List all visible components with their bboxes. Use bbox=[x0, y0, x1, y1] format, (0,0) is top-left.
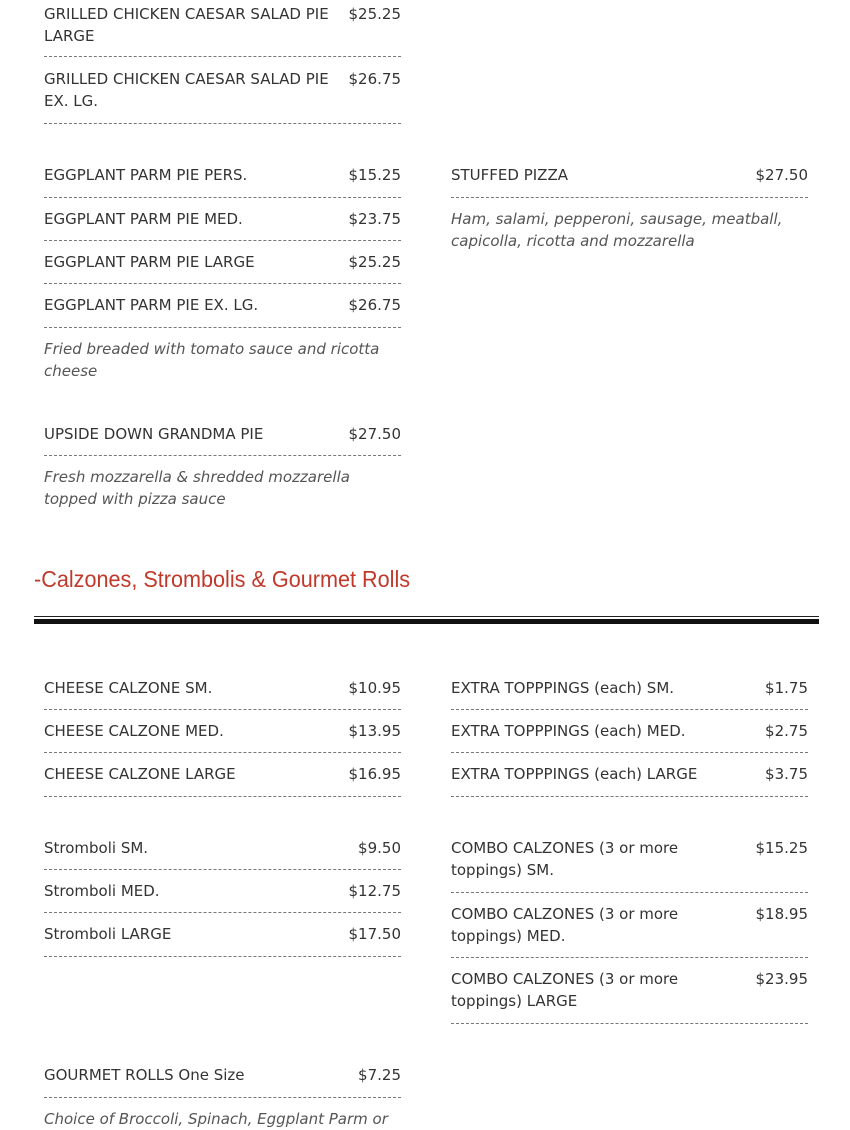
item-price: $26.75 bbox=[348, 70, 401, 88]
item-description: Choice of Broccoli, Spinach, Eggplant Parm or bbox=[44, 1110, 388, 1128]
item-price: $15.25 bbox=[348, 166, 401, 184]
stuffed-pizza-group bbox=[451, 164, 808, 252]
item-name: EXTRA TOPPPINGS (each) MED. bbox=[451, 722, 686, 740]
menu-item bbox=[451, 958, 808, 1024]
grandma-pie-group bbox=[44, 423, 401, 510]
item-price: $27.50 bbox=[348, 425, 401, 443]
item-price: $7.25 bbox=[358, 1066, 401, 1084]
menu-item bbox=[44, 913, 401, 957]
section-divider bbox=[34, 616, 819, 617]
item-price: $16.95 bbox=[348, 765, 401, 783]
section-divider bbox=[34, 619, 819, 624]
menu-item bbox=[44, 677, 401, 710]
item-name: GRILLED CHICKEN CAESAR SALAD PIE LARGE bbox=[44, 5, 329, 45]
item-name: GOURMET ROLLS One Size bbox=[44, 1066, 245, 1084]
menu-item bbox=[44, 1064, 401, 1098]
item-price: $10.95 bbox=[348, 679, 401, 697]
menu-item bbox=[451, 837, 808, 893]
item-price: $12.75 bbox=[348, 882, 401, 900]
item-name: GRILLED CHICKEN CAESAR SALAD PIE EX. LG. bbox=[44, 70, 329, 110]
item-name: CHEESE CALZONE MED. bbox=[44, 722, 224, 740]
item-name: EGGPLANT PARM PIE LARGE bbox=[44, 253, 255, 271]
section-title: -Calzones, Strombolis & Gourmet Rolls bbox=[34, 566, 411, 592]
item-description: Fried breaded with tomato sauce and ricotta cheese bbox=[44, 340, 380, 380]
item-name: EXTRA TOPPPINGS (each) SM. bbox=[451, 679, 675, 697]
item-name: EXTRA TOPPPINGS (each) LARGE bbox=[451, 765, 698, 783]
item-price: $1.75 bbox=[765, 679, 808, 697]
menu-item bbox=[451, 677, 808, 710]
item-price: $18.95 bbox=[755, 905, 808, 923]
caesar-pie-group bbox=[44, 3, 401, 124]
item-description: Ham, salami, pepperoni, sausage, meatball, capicolla, ricotta and mozzarella bbox=[451, 210, 783, 250]
menu-item bbox=[44, 284, 401, 328]
menu-item bbox=[44, 870, 401, 913]
item-price: $25.25 bbox=[348, 253, 401, 271]
item-price: $13.95 bbox=[348, 722, 401, 740]
item-name: CHEESE CALZONE LARGE bbox=[44, 765, 236, 783]
menu-item bbox=[451, 893, 808, 958]
menu-item bbox=[44, 241, 401, 284]
gourmet-rolls-group bbox=[44, 1064, 401, 1130]
cheese-calzone-group bbox=[44, 677, 401, 797]
item-name: EGGPLANT PARM PIE EX. LG. bbox=[44, 296, 259, 314]
item-price: $25.25 bbox=[348, 5, 401, 23]
menu-item bbox=[44, 3, 401, 57]
menu-item bbox=[44, 753, 401, 797]
item-name: Stromboli SM. bbox=[44, 839, 149, 857]
menu-item bbox=[451, 753, 808, 797]
item-name: COMBO CALZONES (3 or more toppings) SM. bbox=[451, 839, 679, 879]
menu-item bbox=[451, 164, 808, 198]
menu-item bbox=[44, 837, 401, 870]
extra-toppings-group bbox=[451, 677, 808, 797]
item-name: CHEESE CALZONE SM. bbox=[44, 679, 213, 697]
item-price: $27.50 bbox=[755, 166, 808, 184]
item-description: Fresh mozzarella & shredded mozzarella topped with pizza sauce bbox=[44, 468, 350, 508]
menu-item bbox=[44, 198, 401, 241]
combo-calzones-group bbox=[451, 837, 808, 1024]
eggplant-parm-group bbox=[44, 164, 401, 382]
item-price: $15.25 bbox=[755, 839, 808, 857]
menu-item bbox=[44, 164, 401, 198]
item-name: STUFFED PIZZA bbox=[451, 166, 568, 184]
stromboli-group bbox=[44, 837, 401, 957]
menu-item bbox=[451, 710, 808, 753]
item-name: Stromboli LARGE bbox=[44, 925, 172, 943]
item-price: $17.50 bbox=[348, 925, 401, 943]
item-price: $23.75 bbox=[348, 210, 401, 228]
item-name: EGGPLANT PARM PIE MED. bbox=[44, 210, 243, 228]
item-name: UPSIDE DOWN GRANDMA PIE bbox=[44, 425, 264, 443]
item-name: COMBO CALZONES (3 or more toppings) LARGE bbox=[451, 970, 679, 1010]
menu-item bbox=[44, 423, 401, 456]
item-name: EGGPLANT PARM PIE PERS. bbox=[44, 166, 248, 184]
item-price: $9.50 bbox=[358, 839, 401, 857]
item-name: COMBO CALZONES (3 or more toppings) MED. bbox=[451, 905, 679, 945]
item-name: Stromboli MED. bbox=[44, 882, 160, 900]
item-price: $2.75 bbox=[765, 722, 808, 740]
menu-item bbox=[44, 710, 401, 753]
item-price: $26.75 bbox=[348, 296, 401, 314]
item-price: $23.95 bbox=[755, 970, 808, 988]
item-price: $3.75 bbox=[765, 765, 808, 783]
menu-item bbox=[44, 57, 401, 124]
